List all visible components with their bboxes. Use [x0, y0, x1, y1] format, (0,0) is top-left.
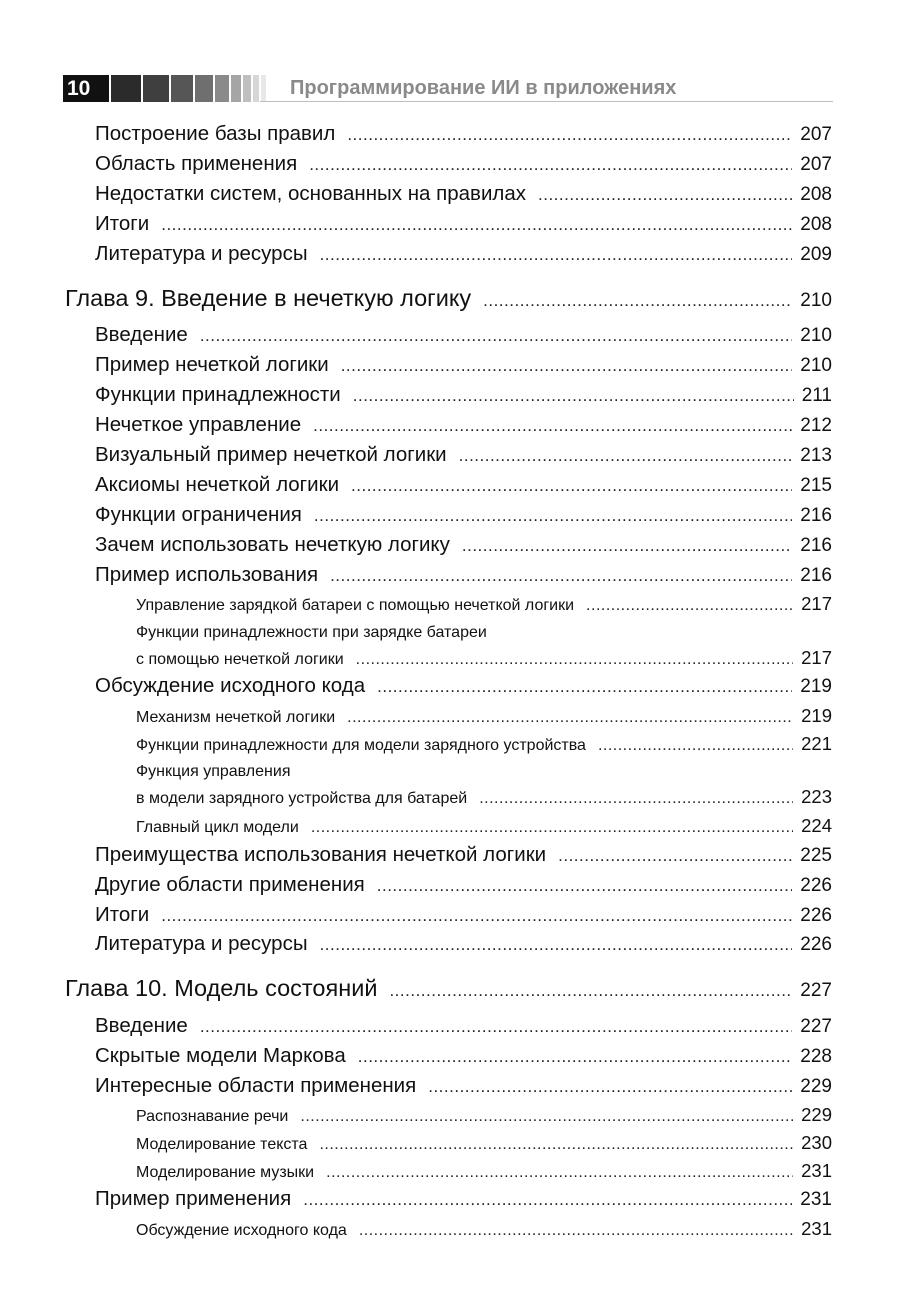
toc-subentry: [136, 1215, 832, 1243]
toc-entry: [95, 350, 832, 380]
dot-leader: [200, 1012, 792, 1042]
toc-entry: [95, 320, 832, 350]
toc-entry: [95, 1041, 832, 1071]
dot-leader: [483, 284, 792, 318]
dot-leader: [428, 1072, 792, 1102]
toc-entry-page: 229: [800, 1076, 832, 1097]
toc-chapter-page: 227: [800, 980, 832, 1001]
dot-leader: [462, 531, 792, 561]
toc-entry-title: Итоги: [95, 903, 150, 926]
toc-subentry-title: Обсуждение исходного кода: [136, 1222, 347, 1239]
toc-entry-page: 212: [800, 415, 832, 436]
toc-entry-title: Функции принадлежности: [95, 383, 341, 406]
toc-subentry: [136, 812, 832, 840]
toc-entry-title: Скрытые модели Маркова: [95, 1044, 346, 1067]
dot-leader: [303, 1185, 792, 1215]
toc-subentry-title-line: Функция управления: [136, 763, 291, 780]
dot-leader: [377, 672, 792, 702]
toc-chapter-title: Глава 9. Введение в нечеткую логику: [65, 285, 472, 311]
toc-entry: [95, 671, 832, 701]
toc-subentry: [136, 730, 832, 758]
toc-entry: [95, 840, 832, 870]
toc-entry: [95, 239, 832, 269]
dot-leader: [161, 901, 792, 931]
toc-entry: [95, 560, 832, 590]
toc-subentry-page: 223: [801, 786, 832, 807]
toc-chapter: [65, 281, 832, 315]
toc-entry-title: Зачем использовать нечеткую логику: [95, 533, 450, 556]
toc-entry-page: 211: [801, 385, 832, 406]
toc-entry-page: 208: [800, 214, 832, 235]
toc-entry: [95, 209, 832, 239]
toc-entry: [95, 1184, 832, 1214]
toc-entry-page: 207: [800, 124, 832, 145]
page-number: 10: [63, 75, 109, 102]
dot-leader: [313, 411, 792, 441]
toc-entry: [95, 380, 832, 410]
toc-entry-title: Построение базы правил: [95, 122, 336, 145]
toc-entry-title: Интересные области применения: [95, 1074, 417, 1097]
toc-entry: [95, 929, 832, 959]
toc-subentry-page: 221: [801, 733, 832, 754]
toc-chapter-page: 210: [800, 290, 832, 311]
toc-subentry-title: Моделирование музыки: [136, 1164, 315, 1181]
dot-leader: [359, 1217, 793, 1245]
toc-entry-page: 227: [800, 1016, 832, 1037]
toc-chapter-title: Глава 10. Модель состояний: [65, 975, 378, 1001]
dot-leader: [347, 704, 793, 732]
toc-entry-page: 226: [800, 875, 832, 896]
toc-entry: [95, 119, 832, 149]
dot-leader: [311, 814, 793, 842]
toc-entry: [95, 500, 832, 530]
dot-leader: [161, 210, 792, 240]
dot-leader: [586, 592, 793, 620]
toc-entry-title: Введение: [95, 1014, 188, 1037]
toc-subentry-title: Функции принадлежности для модели зарядного устройства: [136, 737, 586, 754]
toc-entry: [95, 470, 832, 500]
toc-subentry-page: 217: [801, 647, 832, 668]
toc-subentry-page: 229: [801, 1104, 832, 1125]
dot-leader: [320, 930, 793, 960]
book-title: Программирование ИИ в приложениях: [290, 77, 677, 99]
toc-entry-page: 219: [800, 676, 832, 697]
toc-subentry: [136, 702, 832, 730]
toc-entry-page: 213: [800, 445, 832, 466]
dot-leader: [314, 501, 792, 531]
dot-leader: [309, 150, 792, 180]
toc-entry: [95, 440, 832, 470]
dot-leader: [341, 351, 793, 381]
toc-subentry-title: Механизм нечеткой логики: [136, 709, 336, 726]
toc-subentry-title: Распознавание речи: [136, 1108, 289, 1125]
toc-subentry-page: 224: [801, 815, 832, 836]
toc-subentry: [136, 1101, 832, 1129]
dot-leader: [356, 646, 793, 674]
toc-subentry: [136, 590, 832, 618]
toc-entry: [95, 410, 832, 440]
toc-entry-title: Преимущества использования нечеткой логики: [95, 843, 547, 866]
toc-entry-title: Другие области применения: [95, 873, 365, 896]
toc-entry-title: Пример нечеткой логики: [95, 353, 329, 376]
dot-leader: [300, 1103, 793, 1131]
toc-entry: [95, 1071, 832, 1101]
toc-entry: [95, 870, 832, 900]
toc-entry-title: Область применения: [95, 152, 298, 175]
toc-entry-title: Аксиомы нечеткой логики: [95, 473, 340, 496]
toc-entry: [95, 900, 832, 930]
dot-leader: [351, 471, 792, 501]
toc-entry-page: 215: [800, 475, 832, 496]
toc-subentry-title: Управление зарядкой батареи с помощью нечеткой логики: [136, 597, 575, 614]
toc-entry-title: Пример использования: [95, 563, 319, 586]
dot-leader: [326, 1159, 793, 1187]
dot-leader: [353, 381, 794, 411]
toc-subentry-title-line: Функции принадлежности при зарядке батареи: [136, 624, 487, 641]
toc-entry-page: 210: [800, 355, 832, 376]
toc-subentry: [136, 644, 832, 672]
toc-subentry-title: Главный цикл модели: [136, 819, 299, 836]
toc-subentry-page: 231: [801, 1160, 832, 1181]
toc-entry-title: Итоги: [95, 212, 150, 235]
toc-entry-title: Пример применения: [95, 1187, 292, 1210]
toc-subentry-page: 230: [801, 1132, 832, 1153]
toc-entry: [95, 1011, 832, 1041]
toc-subentry: [136, 783, 832, 811]
toc-subentry-page: 231: [801, 1218, 832, 1239]
toc-subentry-title: Моделирование текста: [136, 1136, 308, 1153]
dot-leader: [598, 732, 793, 760]
toc-subentry: [136, 1157, 832, 1185]
toc-entry-page: 208: [800, 184, 832, 205]
dot-leader: [459, 441, 793, 471]
toc-entry-title: Обсуждение исходного кода: [95, 674, 366, 697]
dot-leader: [558, 841, 792, 871]
dot-leader: [347, 120, 792, 150]
toc-entry: [95, 179, 832, 209]
toc-subentry: [136, 1129, 832, 1157]
dot-leader: [319, 1131, 793, 1159]
dot-leader: [200, 321, 792, 351]
toc-entry-title: Введение: [95, 323, 188, 346]
toc-entry-title: Нечеткое управление: [95, 413, 302, 436]
toc-entry-page: 225: [800, 845, 832, 866]
toc-entry-page: 209: [800, 244, 832, 265]
toc-entry-page: 226: [800, 934, 832, 955]
toc-entry-page: 231: [800, 1189, 832, 1210]
toc-entry-title: Недостатки систем, основанных на правилах: [95, 182, 527, 205]
toc-entry: [95, 149, 832, 179]
toc-subentry-title: в модели зарядного устройства для батарей: [136, 790, 468, 807]
toc-entry-page: 226: [800, 905, 832, 926]
toc-entry-page: 216: [800, 565, 832, 586]
toc-subentry-page: 219: [801, 705, 832, 726]
toc-chapter: [65, 971, 832, 1005]
dot-leader: [538, 180, 792, 210]
toc-entry-page: 228: [800, 1046, 832, 1067]
dot-leader: [358, 1042, 793, 1072]
toc-entry-title: Визуальный пример нечеткой логики: [95, 443, 447, 466]
toc-entry-title: Функции ограничения: [95, 503, 302, 526]
toc-entry-page: 216: [800, 535, 832, 556]
toc-entry: [95, 530, 832, 560]
toc-entry-title: Литература и ресурсы: [95, 932, 308, 955]
toc-subentry-page: 217: [801, 593, 832, 614]
toc-entry-page: 210: [800, 325, 832, 346]
toc-entry-page: 207: [800, 154, 832, 175]
dot-leader: [389, 974, 792, 1008]
dot-leader: [479, 785, 793, 813]
dot-leader: [377, 871, 793, 901]
toc-entry-page: 216: [800, 505, 832, 526]
dot-leader: [330, 561, 792, 591]
toc-entry-title: Литература и ресурсы: [95, 242, 308, 265]
toc-subentry-title: с помощью нечеткой логики: [136, 651, 344, 668]
dot-leader: [320, 240, 793, 270]
